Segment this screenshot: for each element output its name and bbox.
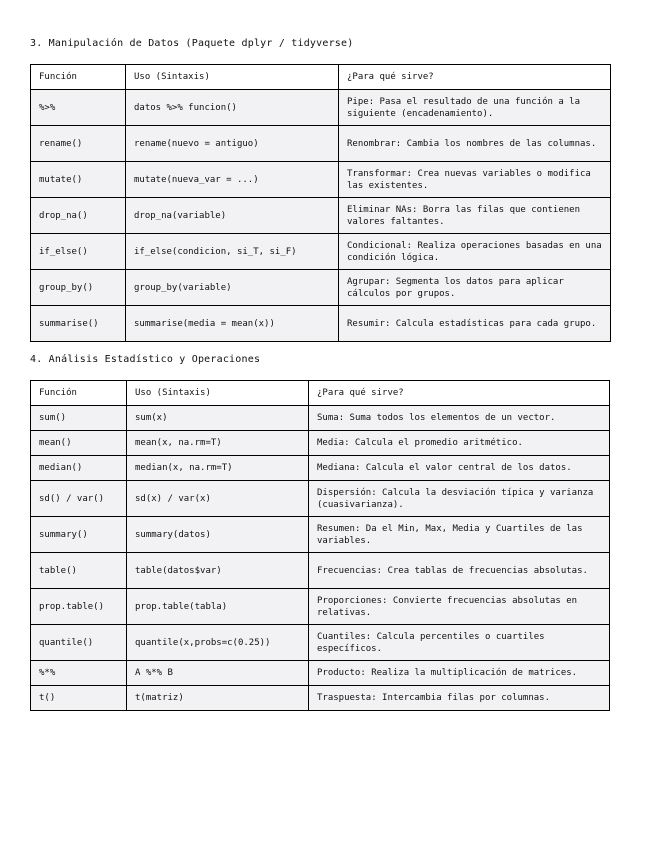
purpose-description: : Realiza la multiplicación de matrices. (360, 668, 578, 678)
stats-functions-table (30, 380, 610, 711)
purpose-term: Media (317, 438, 345, 448)
purpose-term: Proporciones (317, 595, 383, 606)
column-header-function: Función (31, 65, 126, 90)
table-row (31, 198, 611, 234)
purpose-cell (339, 234, 611, 270)
purpose-cell (309, 481, 610, 517)
syntax-cell: quantile(x,probs=c(0.25)) (127, 625, 309, 661)
purpose-description: : Da el Min, Max, Media y Cuartiles de las variables. (317, 523, 583, 546)
purpose-term: Producto (317, 668, 361, 678)
function-cell: median() (31, 456, 127, 481)
table-row (31, 306, 611, 342)
purpose-cell (309, 431, 610, 456)
function-cell: %>% (31, 90, 126, 126)
purpose-term: Suma (317, 413, 339, 423)
purpose-term: Transformar (347, 168, 407, 179)
column-header-function: Función (31, 381, 127, 406)
purpose-term: Resumen (317, 523, 355, 534)
syntax-cell: table(datos$var) (127, 553, 309, 589)
table-row (31, 517, 610, 553)
purpose-cell (339, 270, 611, 306)
purpose-term: Frecuencias (317, 565, 377, 576)
purpose-description: : Cambia los nombres de las columnas. (395, 138, 597, 149)
table-header-row (31, 381, 610, 406)
purpose-description: : Calcula el valor central de los datos. (354, 463, 572, 473)
purpose-description: : Suma todos los elementos de un vector. (338, 413, 556, 423)
function-cell: prop.table() (31, 589, 127, 625)
purpose-term: Condicional (347, 240, 407, 251)
purpose-term: Pipe (347, 96, 369, 107)
syntax-cell: prop.table(tabla) (127, 589, 309, 625)
syntax-cell: mutate(nueva_var = ...) (126, 162, 339, 198)
purpose-term: Resumir (347, 318, 385, 329)
column-header-purpose: ¿Para qué sirve? (339, 65, 611, 90)
purpose-cell (309, 553, 610, 589)
function-cell: sum() (31, 406, 127, 431)
purpose-description: : Crea nuevas variables o modifica las existentes. (347, 168, 591, 191)
table-row (31, 270, 611, 306)
purpose-description: : Convierte frecuencias absolutas en relativas. (317, 595, 578, 618)
syntax-cell: summarise(media = mean(x)) (126, 306, 339, 342)
purpose-term: Traspuesta (317, 693, 372, 703)
section-3-heading: 3. Manipulación de Datos (Paquete dplyr / tidyverse) (30, 38, 354, 49)
purpose-cell (309, 517, 610, 553)
purpose-term: Mediana (317, 463, 355, 473)
function-cell: summary() (31, 517, 127, 553)
function-cell: group_by() (31, 270, 126, 306)
purpose-cell (309, 625, 610, 661)
function-cell: drop_na() (31, 198, 126, 234)
column-header-syntax: Uso (Sintaxis) (126, 65, 339, 90)
function-cell: table() (31, 553, 127, 589)
syntax-cell: if_else(condicion, si_T, si_F) (126, 234, 339, 270)
purpose-description: : Realiza operaciones basadas en una condición lógica. (347, 240, 602, 263)
function-cell: if_else() (31, 234, 126, 270)
purpose-term: Renombrar (347, 138, 396, 149)
purpose-cell (309, 456, 610, 481)
syntax-cell: median(x, na.rm=T) (127, 456, 309, 481)
purpose-cell (309, 686, 610, 711)
function-cell: mutate() (31, 162, 126, 198)
table-row (31, 431, 610, 456)
purpose-cell (339, 162, 611, 198)
function-cell: %*% (31, 661, 127, 686)
table-row (31, 589, 610, 625)
function-cell: quantile() (31, 625, 127, 661)
table-row (31, 553, 610, 589)
syntax-cell: drop_na(variable) (126, 198, 339, 234)
function-cell: sd() / var() (31, 481, 127, 517)
function-cell: rename() (31, 126, 126, 162)
column-header-purpose: ¿Para qué sirve? (309, 381, 610, 406)
syntax-cell: group_by(variable) (126, 270, 339, 306)
purpose-cell (339, 198, 611, 234)
purpose-term: Dispersión (317, 487, 372, 498)
dplyr-functions-table (30, 64, 611, 342)
purpose-cell (339, 306, 611, 342)
syntax-cell: sd(x) / var(x) (127, 481, 309, 517)
syntax-cell: t(matriz) (127, 686, 309, 711)
table-row (31, 686, 610, 711)
column-header-syntax: Uso (Sintaxis) (127, 381, 309, 406)
table-row (31, 90, 611, 126)
syntax-cell: rename(nuevo = antiguo) (126, 126, 339, 162)
table-row (31, 661, 610, 686)
function-cell: summarise() (31, 306, 126, 342)
purpose-term: Cuantiles (317, 631, 366, 642)
function-cell: t() (31, 686, 127, 711)
purpose-description: : Pasa el resultado de una función a la siguiente (encadenamiento). (347, 96, 581, 119)
table-row (31, 234, 611, 270)
syntax-cell: mean(x, na.rm=T) (127, 431, 309, 456)
purpose-description: : Calcula estadísticas para cada grupo. (384, 318, 597, 329)
syntax-cell: datos %>% funcion() (126, 90, 339, 126)
purpose-cell (309, 589, 610, 625)
purpose-description: : Intercambia filas por columnas. (371, 693, 550, 703)
syntax-cell: A %*% B (127, 661, 309, 686)
syntax-cell: sum(x) (127, 406, 309, 431)
purpose-cell (309, 661, 610, 686)
table-row (31, 625, 610, 661)
purpose-term: Eliminar NAs (347, 204, 413, 215)
section-4-heading: 4. Análisis Estadístico y Operaciones (30, 354, 261, 365)
table-row (31, 126, 611, 162)
purpose-term: Agrupar (347, 276, 385, 287)
table-row (31, 406, 610, 431)
purpose-description: : Calcula la desviación típica y varianza (cuasivarianza). (317, 487, 594, 510)
syntax-cell: summary(datos) (127, 517, 309, 553)
purpose-cell (339, 90, 611, 126)
table-row (31, 162, 611, 198)
table-row (31, 481, 610, 517)
purpose-description: : Calcula el promedio aritmético. (344, 438, 523, 448)
function-cell: mean() (31, 431, 127, 456)
purpose-cell (309, 406, 610, 431)
table-row (31, 456, 610, 481)
purpose-description: : Borra las filas que contienen valores faltantes. (347, 204, 581, 227)
purpose-description: : Segmenta los datos para aplicar cálculos por grupos. (347, 276, 564, 299)
purpose-cell (339, 126, 611, 162)
purpose-description: : Calcula percentiles o cuartiles específicos. (317, 631, 545, 654)
table-header-row (31, 65, 611, 90)
purpose-description: : Crea tablas de frecuencias absolutas. (376, 565, 588, 576)
